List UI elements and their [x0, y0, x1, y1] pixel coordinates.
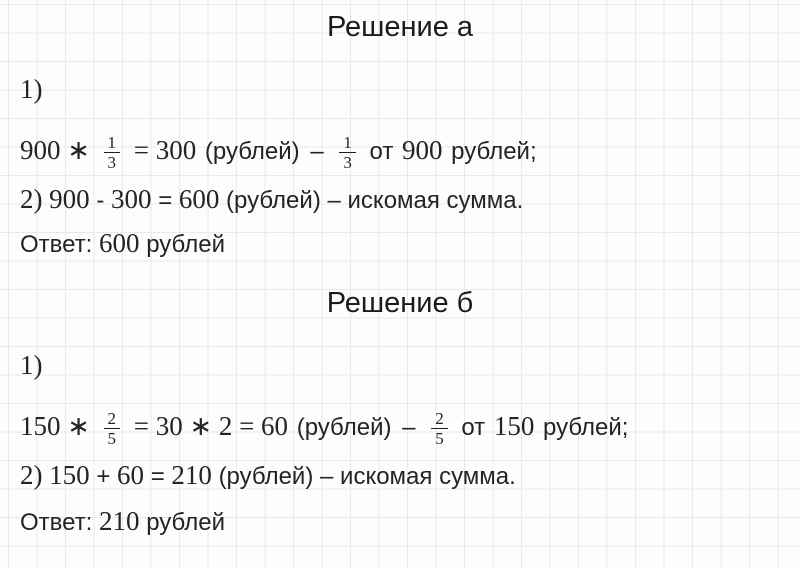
- result-value: 210: [171, 460, 212, 490]
- dash-separator: –: [310, 138, 324, 165]
- fraction-denominator: 3: [339, 152, 356, 173]
- dash-separator: –: [320, 463, 334, 490]
- fraction: [104, 409, 121, 449]
- fraction-denominator: 3: [104, 152, 121, 173]
- fraction: [104, 133, 121, 173]
- equals-sign: =: [158, 187, 173, 214]
- math-term: 900 ∗: [20, 135, 90, 165]
- operand: 900: [49, 184, 90, 214]
- dash-separator: –: [327, 187, 341, 214]
- math-term: = 300: [133, 135, 197, 165]
- section-a-formula: [20, 128, 537, 174]
- answer-value: 600: [99, 228, 140, 258]
- section-b-step2: [20, 458, 516, 494]
- math-term: 150 ∗: [20, 411, 90, 441]
- operator: -: [96, 187, 105, 214]
- fraction-numerator: 1: [107, 132, 117, 152]
- operand: 150: [49, 460, 90, 490]
- fraction: [339, 133, 356, 173]
- section-b-formula: [20, 404, 628, 450]
- operand: 60: [117, 460, 145, 490]
- unit-word: рублей;: [543, 414, 629, 441]
- equals-sign: =: [150, 463, 165, 490]
- answer-unit: рублей: [146, 231, 225, 258]
- answer-unit: рублей: [146, 509, 225, 536]
- section-a-step1-marker: 1): [20, 74, 43, 104]
- answer-prefix: Ответ:: [20, 509, 93, 536]
- step-description: искомая сумма.: [347, 187, 524, 214]
- fraction: [431, 409, 448, 449]
- math-term: 900: [402, 135, 443, 165]
- dash-separator: –: [402, 414, 416, 441]
- section-a-step2: [20, 182, 523, 218]
- of-word: от: [461, 414, 486, 441]
- answer-value: 210: [99, 506, 140, 536]
- unit-label: (рублей): [204, 138, 300, 165]
- operator: +: [96, 463, 111, 490]
- step-description: искомая сумма.: [340, 463, 516, 490]
- of-word: от: [369, 138, 394, 165]
- section-b-title: Решение б: [326, 287, 474, 319]
- fraction-denominator: 5: [431, 428, 448, 449]
- result-value: 600: [178, 184, 220, 214]
- step-marker: 2): [20, 460, 43, 490]
- step-marker: 2): [20, 184, 43, 214]
- fraction-numerator: 2: [435, 408, 444, 428]
- fraction-denominator: 5: [104, 428, 121, 449]
- unit-label: (рублей): [226, 187, 321, 214]
- section-b-step1-marker: 1): [20, 350, 43, 380]
- operand: 300: [111, 184, 152, 214]
- fraction-numerator: 2: [107, 408, 117, 428]
- fraction-numerator: 1: [343, 132, 352, 152]
- section-a-answer: [20, 226, 225, 262]
- answer-prefix: Ответ:: [20, 231, 93, 258]
- section-a-title: Решение а: [326, 11, 474, 43]
- math-term: = 30 ∗ 2 = 60: [133, 411, 289, 441]
- unit-label: (рублей): [218, 463, 314, 490]
- unit-word: рублей;: [451, 138, 537, 165]
- unit-label: (рублей): [296, 414, 392, 441]
- section-b-answer: [20, 504, 225, 540]
- math-term: 150: [493, 411, 535, 441]
